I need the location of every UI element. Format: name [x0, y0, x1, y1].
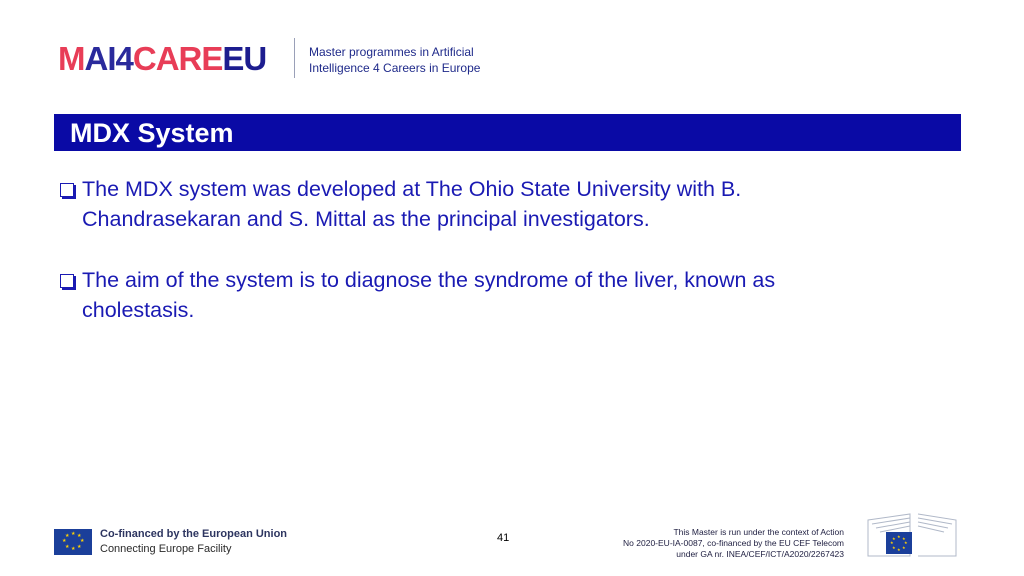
tagline-line-2: Intelligence 4 Careers in Europe	[309, 61, 481, 75]
logo-eu: EU	[222, 39, 267, 77]
svg-text:★: ★	[890, 540, 894, 545]
logo-m: M	[58, 39, 85, 77]
checkbox-bullet-icon	[60, 183, 74, 197]
checkbox-bullet-icon	[60, 274, 74, 288]
slide-title-bar	[54, 114, 961, 151]
mai4careu-logo	[58, 40, 266, 76]
svg-text:★: ★	[902, 545, 906, 550]
page-number: 41	[497, 532, 510, 544]
tagline-line-1: Master programmes in Artificial	[309, 45, 474, 59]
facility-label: Connecting Europe Facility	[100, 543, 232, 555]
bullet-text: The MDX system was developed at The Ohio State University with B. Chandrasekaran and S. Mittal as the principal investigators.	[82, 177, 742, 231]
european-commission-logo-icon	[864, 512, 960, 558]
funding-note-line-3: under GA nr. INEA/CEF/ICT/A2020/2267423	[676, 549, 844, 559]
bullet-item	[60, 265, 860, 325]
eu-flag-icon: ★ ★ ★ ★ ★ ★ ★ ★	[54, 529, 92, 555]
bullet-item	[60, 174, 860, 234]
logo-care: CARE	[132, 39, 223, 77]
svg-text:★: ★	[897, 534, 901, 539]
svg-text:★: ★	[904, 540, 908, 545]
funding-note-line-2: No 2020-EU-IA-0087, co-financed by the EU CEF Telecom	[623, 538, 844, 548]
cofinanced-label: Co-financed by the European Union	[100, 528, 288, 540]
funding-note	[584, 527, 844, 560]
svg-text:★: ★	[897, 547, 901, 552]
slide-title: MDX System	[70, 118, 234, 148]
svg-text:★: ★	[892, 536, 896, 541]
header-divider	[294, 38, 295, 78]
funding-note-line-1: This Master is run under the context of Action	[673, 527, 844, 537]
bullet-text: The aim of the system is to diagnose the syndrome of the liver, known as cholestasis.	[82, 268, 776, 322]
logo-ai4: AI4	[84, 39, 133, 77]
svg-text:★: ★	[892, 545, 896, 550]
svg-text:★: ★	[902, 536, 906, 541]
header-tagline	[309, 44, 480, 76]
eu-cofinanced-block	[54, 527, 287, 557]
